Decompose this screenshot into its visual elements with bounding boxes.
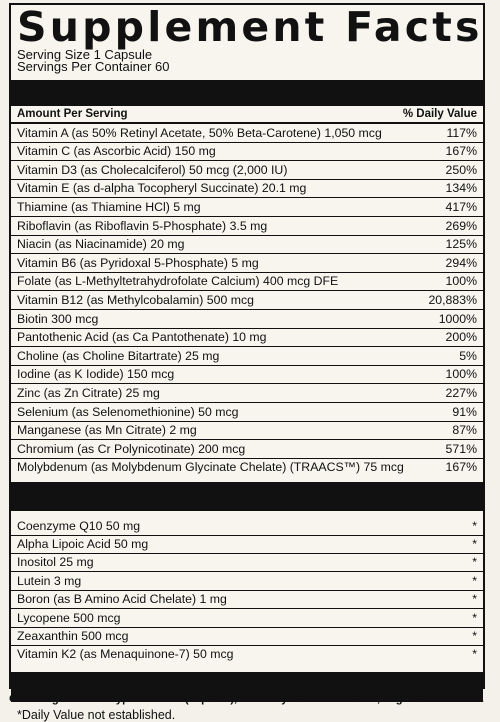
table-row [11, 329, 483, 348]
nutrient-name: Lutein 3 mg [17, 573, 82, 588]
table-row [11, 366, 483, 385]
daily-value: * [472, 647, 477, 662]
nutrient-name: Pantothenic Acid (as Ca Pantothenate) 10 mg [17, 330, 267, 345]
daily-value: 125% [445, 237, 477, 252]
daily-value: 417% [445, 199, 477, 214]
nutrient-name: Choline (as Choline Bitartrate) 25 mg [17, 348, 220, 363]
daily-value: * [472, 610, 477, 625]
table-row [11, 403, 483, 422]
thick-divider-top [11, 80, 483, 106]
table-row [11, 347, 483, 366]
nutrient-name: Manganese (as Mn Citrate) 2 mg [17, 423, 197, 438]
table-row [11, 517, 483, 535]
nutrient-name: Biotin 300 mcg [17, 311, 99, 326]
nutrient-name: Zeaxanthin 500 mcg [17, 629, 129, 644]
table-row [11, 273, 483, 292]
nutrient-name: Boron (as B Amino Acid Chelate) 1 mg [17, 592, 227, 607]
serving-size: Serving Size 1 Capsule [17, 47, 153, 62]
nutrient-name: Vitamin C (as Ascorbic Acid) 150 mg [17, 144, 216, 159]
table-row [11, 536, 483, 554]
daily-value: * [472, 592, 477, 607]
thick-divider-middle [11, 482, 483, 511]
daily-value: 227% [445, 385, 477, 400]
table-row [11, 217, 483, 236]
table-row [11, 609, 483, 627]
daily-value: 571% [445, 441, 477, 456]
table-row [11, 646, 483, 663]
table-row [11, 422, 483, 441]
nutrient-name: Vitamin K2 (as Menaquinone-7) 50 mcg [17, 647, 234, 662]
nutrient-name: Lycopene 500 mcg [17, 610, 121, 625]
nutrient-name: Coenzyme Q10 50 mg [17, 518, 141, 533]
table-row [11, 310, 483, 329]
daily-value: 294% [445, 255, 477, 270]
table-row [11, 180, 483, 199]
nutrient-name: Vitamin B12 (as Methylcobalamin) 500 mcg [17, 292, 254, 307]
nutrient-name: Selenium (as Selenomethionine) 50 mcg [17, 404, 239, 419]
daily-value: 269% [445, 218, 477, 233]
daily-value: 91% [452, 404, 477, 419]
table-row [11, 198, 483, 217]
nutrient-name: Thiamine (as Thiamine HCl) 5 mg [17, 199, 201, 214]
daily-value: 167% [445, 144, 477, 159]
other-ingredients: Other ingredients: hypromellose (capsule), microcrystalline cellulose, vegetarian leucine. [9, 693, 485, 705]
nutrient-name: Vitamin D3 (as Cholecalciferol) 50 mcg (2,000 IU) [17, 162, 288, 177]
nutrient-name: Niacin (as Niacinamide) 20 mg [17, 237, 185, 252]
daily-value: 200% [445, 330, 477, 345]
nutrient-name: Folate (as L-Methyltetrahydrofolate Calcium) 400 mcg DFE [17, 274, 339, 289]
table-row [11, 459, 483, 477]
amount-header: Amount Per Serving [17, 108, 128, 120]
nutrient-name: Iodine (as K Iodide) 150 mcg [17, 367, 175, 382]
daily-value: * [472, 537, 477, 552]
daily-value: * [472, 555, 477, 570]
nutrient-name: Zinc (as Zn Citrate) 25 mg [17, 385, 160, 400]
nutrient-name: Vitamin B6 (as Pyridoxal 5-Phosphate) 5 mg [17, 255, 259, 270]
table-row [11, 143, 483, 162]
daily-value-header: % Daily Value [402, 108, 477, 120]
daily-value: * [472, 573, 477, 588]
daily-value: 100% [445, 274, 477, 289]
table-row [11, 254, 483, 273]
daily-value: 250% [445, 162, 477, 177]
nutrient-name: Riboflavin (as Riboflavin 5-Phosphate) 3.5 mg [17, 218, 268, 233]
nutrient-name: Vitamin E (as d-alpha Tocopheryl Succinate) 20.1 mg [17, 181, 307, 196]
daily-value: 100% [445, 367, 477, 382]
footnote: *Daily Value not established. [17, 708, 176, 722]
column-header [11, 107, 483, 124]
daily-value: 20,883% [428, 292, 477, 307]
nutrient-name: Vitamin A (as 50% Retinyl Acetate, 50% Beta-Carotene) 1,050 mcg [17, 125, 382, 140]
daily-value: 87% [452, 423, 477, 438]
table-row [11, 628, 483, 646]
nutrient-name: Molybdenum (as Molybdenum Glycinate Chelate) (TRAACS™) 75 mcg [17, 460, 404, 475]
table-row [11, 291, 483, 310]
other-ingredient-list [11, 517, 483, 663]
nutrient-name: Chromium (as Cr Polynicotinate) 200 mcg [17, 441, 246, 456]
table-row [11, 591, 483, 609]
table-row [11, 236, 483, 255]
table-row [11, 440, 483, 459]
daily-value: 117% [446, 125, 477, 140]
daily-value: 1000% [438, 311, 477, 326]
daily-value: 134% [445, 181, 477, 196]
daily-value: * [472, 629, 477, 644]
daily-value: 5% [459, 348, 477, 363]
table-row [11, 124, 483, 143]
daily-value: 167% [445, 460, 477, 475]
table-row [11, 572, 483, 590]
nutrient-name: Inositol 25 mg [17, 555, 94, 570]
table-row [11, 384, 483, 403]
panel-title: Supplement Facts [17, 3, 483, 51]
nutrient-list [11, 124, 483, 476]
table-row [11, 161, 483, 180]
servings-per-container: Servings Per Container 60 [17, 59, 170, 74]
nutrient-name: Alpha Lipoic Acid 50 mg [17, 537, 149, 552]
table-row [11, 554, 483, 572]
daily-value: * [472, 518, 477, 533]
